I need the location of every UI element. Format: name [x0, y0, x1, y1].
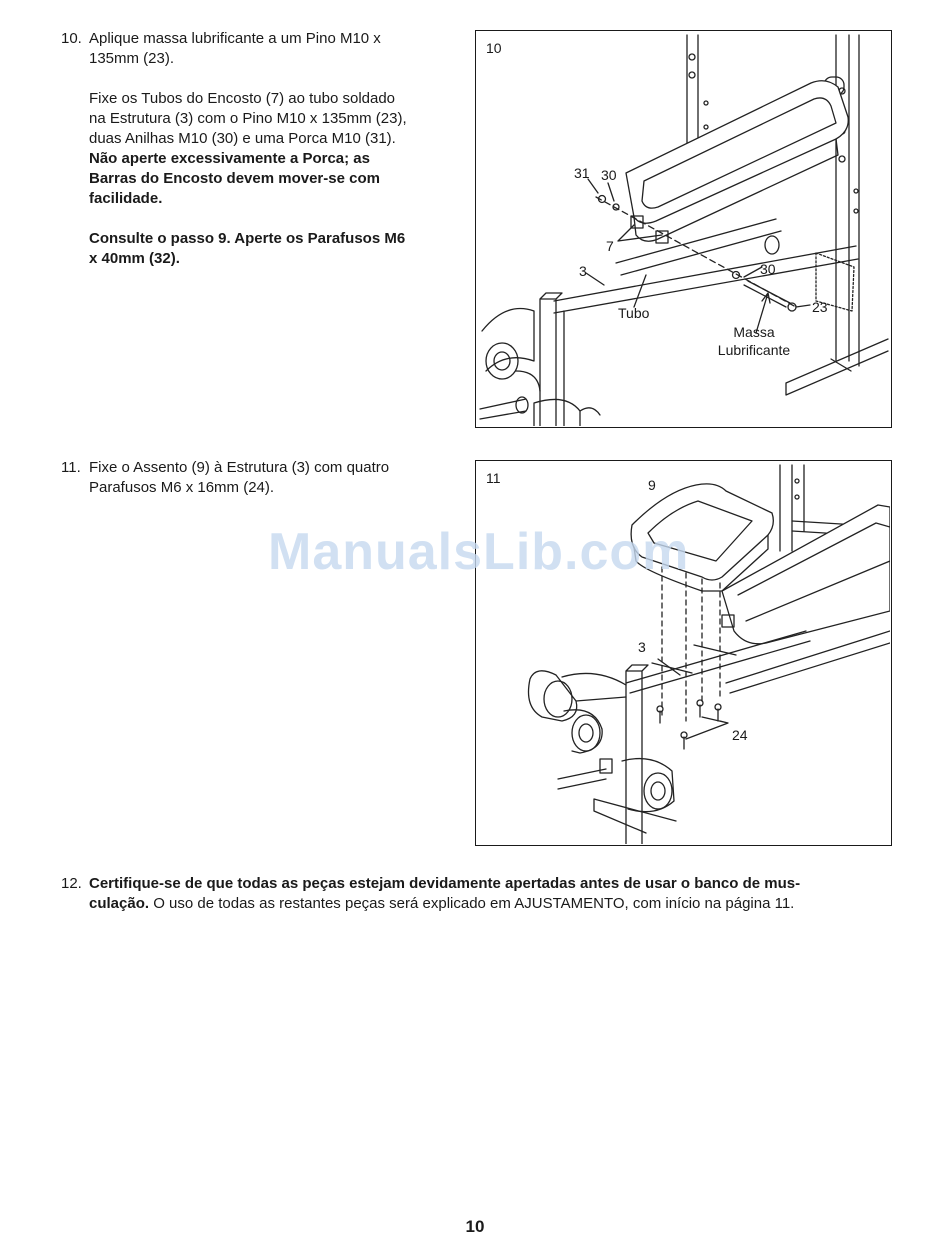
callout-30: 30 — [601, 167, 617, 183]
callout-tubo: Tubo — [618, 305, 650, 321]
figure-10 — [475, 30, 892, 428]
step-number: 12. — [61, 875, 82, 892]
paragraph: Fixe os Tubos do Encosto (7) ao tubo soldado na Estrutura (3) com o Pino M10 x 135mm (23), duas Anilhas M10 (30) e uma Porca M10 (31). Não aperte excessivamente a Porca; as Barras do Encosto devem mover-se com facilidade. — [89, 90, 407, 207]
callout-30: 30 — [760, 261, 776, 277]
callout-23: 23 — [812, 299, 828, 315]
paragraph: Fixe o Assento (9) à Estrutura (3) com quatro Parafusos M6 x 16mm (24). — [89, 459, 390, 496]
callout-massa-lubrificante: Massa Lubrificante — [717, 324, 791, 358]
step-number: 10. — [61, 30, 82, 47]
step-text — [89, 874, 901, 914]
paragraph: Certifique-se de que todas as peças estejam devidamente apertadas antes de usar o banco de mus- culação. O uso de todas as restantes peças será explicado em AJUSTAMENTO, com início na página 11. — [89, 875, 801, 912]
step-number: 11. — [61, 459, 81, 476]
figure-11 — [475, 460, 892, 846]
callout-31: 31 — [574, 165, 590, 181]
step-12 — [61, 874, 901, 914]
bench-backrest-illustration — [476, 31, 890, 426]
step-11 — [61, 458, 461, 498]
figure-number: 11 — [486, 470, 501, 486]
bench-seat-illustration — [476, 461, 890, 844]
callout-24: 24 — [732, 727, 748, 743]
paragraph: Consulte o passo 9. Aperte os Parafusos M6 x 40mm (32). — [89, 230, 406, 267]
callout-9: 9 — [648, 477, 656, 493]
callout-3: 3 — [579, 263, 587, 279]
step-text — [89, 458, 389, 498]
paragraph: Aplique massa lubrificante a um Pino M10 x 135mm (23). — [89, 30, 381, 67]
callout-3: 3 — [638, 639, 646, 655]
step-text — [89, 29, 407, 269]
step-10 — [61, 29, 461, 269]
watermark: ManualsLib.com — [268, 523, 690, 581]
figure-number: 10 — [486, 40, 502, 56]
callout-7: 7 — [606, 238, 614, 254]
page-number: 10 — [465, 1217, 485, 1236]
